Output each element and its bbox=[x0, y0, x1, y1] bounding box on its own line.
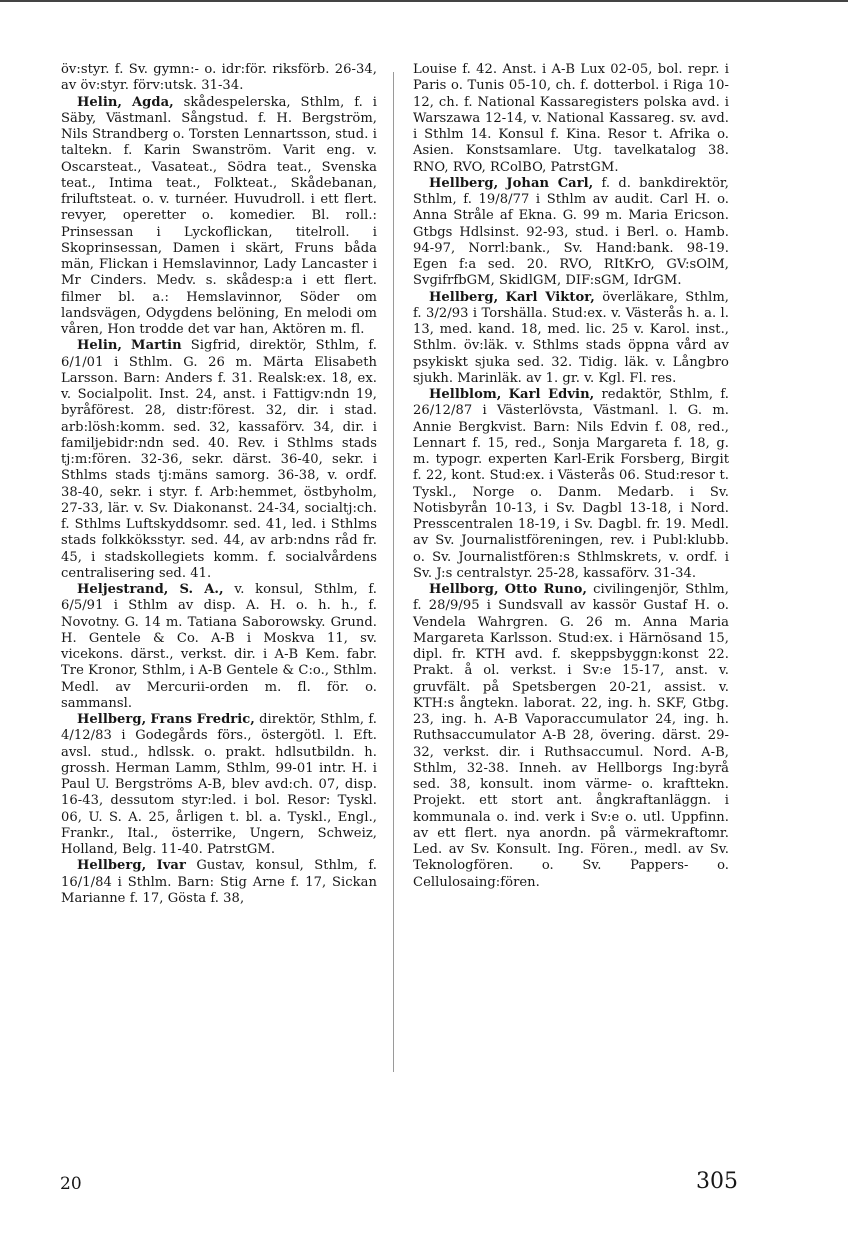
biography-entry bbox=[61, 95, 377, 339]
entry-given-name: Ivar bbox=[156, 858, 186, 874]
entry-text: Louise f. 42. Anst. i A-B Lux 02-05, bol. repr. i Paris o. Tunis 05-10, ch. f. dotterbol. i Riga 10-12, ch. f. National Kassaregisters polska avd. i Warszawa 12-14, v. National Kassareg. sv. avd. i Sthlm 14. Konsul f. Kina. Resor t. Afrika o. Asien. Konstsamlare. Utg. tavelkatalog 38. RNO, RVO, RColBO, PatrstGM. bbox=[413, 62, 729, 175]
entry-given-name: Otto Runo, bbox=[504, 582, 588, 597]
left-column bbox=[61, 62, 377, 907]
entry-continuation bbox=[413, 62, 729, 176]
biography-entry bbox=[413, 176, 729, 290]
biography-entry bbox=[61, 338, 377, 582]
entry-surname: Heljestrand, S. A., bbox=[77, 582, 224, 597]
column-divider bbox=[393, 72, 394, 1072]
biography-entry bbox=[413, 290, 729, 388]
biography-entry bbox=[61, 712, 377, 858]
entry-text: öv:styr. f. Sv. gymn:- o. idr:för. riksförb. 26-34, av öv:styr. förv:utsk. 31-34. bbox=[61, 62, 377, 94]
entry-given-name: Martin bbox=[131, 338, 182, 354]
entry-surname: Hellborg, bbox=[429, 582, 499, 597]
entry-text: f. d. bankdirektör, Sthlm, f. 19/8/77 i Sthlm av audit. Carl H. o. Anna Stråle af Ekna. G. 99 m. Maria Ericson. Gtbgs Hdlsinst. 92-93, stud. i Berl. o. Hamb. 94-97, Norrl:bank., Sv. Hand:bank. 98-19. Egen f:a sed. 20. RVO, RItKrO, GV:sOlM, SvgifrfbGM, SkidlGM, DIF:sGM, IdrGM. bbox=[413, 175, 730, 289]
entry-text: överläkare, Sthlm, f. 3/2/93 i Torshälla. Stud:ex. v. Västerås h. a. l. 13, med. kand. 18, med. lic. 25 v. Karol. inst., Sthlm. öv:läk. v. Sthlms stads öppna vård av psykiskt sjuka sed. 32. Tidig. läk. v. Långbro sjukh. Marinläk. av 1. gr. v. Kgl. Fl. res. bbox=[413, 289, 730, 386]
entry-surname: Hellberg, bbox=[77, 712, 147, 727]
page-number: 305 bbox=[696, 1169, 738, 1194]
entry-given-name: Karl Edvin, bbox=[508, 387, 595, 402]
entry-text: direktör, Sthlm, f. 4/12/83 i Godegårds förs., östergötl. l. Eft. avsl. stud., hdlssk. o. prakt. hdlsutbildn. h. grossh. Herman Lamm, Sthlm, 99-01 intr. H. i Paul U. Bergströms A-B, blev avd:ch. 07, disp. 16-43, dessutom styr:led. i bol. Resor: Tyskl. 06, U. S. A. 25, årligen t. bl. a. Tyskl., Engl., Frankr., Ital., österrike, Ungern, Schweiz, Holland, Belg. 11-40. PatrstGM. bbox=[61, 712, 378, 857]
entry-surname: Helin, bbox=[77, 338, 123, 354]
entry-given-name: Karl Viktor, bbox=[505, 289, 595, 305]
entry-text: Gustav, konsul, Sthlm, f. 16/1/84 i Sthlm. Barn: Stig Arne f. 17, Sickan Marianne f. 17, Gösta f. 38, bbox=[61, 858, 377, 906]
entry-text: skådespelerska, Sthlm, f. i Säby, Västmanl. Sångstud. f. H. Bergström, Nils Strandberg o. Torsten Lennartsson, stud. i taltekn. f. Karin Swanström. Varit eng. v. Oscarsteat., Vasateat., Södra teat., Svenska teat., Intima teat., Folkteat., Skådebanan, friluftsteat. o. v. turnéer. Huvudroll. i ett flert. revyer, operetter o. komedier. Bl. roll.: Prinsessan i Lyckoflickan, titelroll. i Skoprinsessan, Damen i skärt, Fruns båda män, Flickan i Hemslavinnor, Lady Lancaster i Mr Cinders. Medv. s. skådesp:a i ett flert. filmer bl. a.: Hemslavinnor, Söder om landsvägen, Odygdens belöning, En melodi om våren, Hon trodde det var han, Aktören m. fl. bbox=[61, 94, 377, 337]
entry-given-name: Frans Fredric, bbox=[150, 712, 255, 727]
entry-text: Sigfrid, direktör, Sthlm, f. 6/1/01 i Sthlm. G. 26 m. Märta Elisabeth Larsson. Barn: Anders f. 31. Realsk:ex. 18, ex. v. Socialpolit. Inst. 24, anst. i Fattigv:ndn 19, byråförest. 28, distr:förest. 32, dir. i stad. arb:lösh:komm. sed. 32, kassaförv. 34, dir. i familjebidr:ndn sed. 40. Rev. i Sthlms stads tj:m:fören. 32-36, sekr. därst. 36-40, sekr. i Sthlms stads tj:mäns samorg. 36-38, v. ordf. 38-40, sekr. i styr. f. Arb:hemmet, östbyholm, 27-33, lär. v. Sv. Diakonanst. 24-34, socialtj:ch. f. Sthlms Luftskyddsomr. sed. 41, led. i Sthlms stads folkköksstyr. sed. 44, av arb:ndns råd fr. 45, i stadskollegiets komm. f. socialvårdens centralisering sed. 41. bbox=[61, 338, 377, 581]
entry-surname: Hellberg, bbox=[77, 858, 147, 874]
biography-entry bbox=[61, 858, 377, 907]
entry-surname: Helin, bbox=[77, 94, 123, 110]
entry-surname: Hellberg, bbox=[429, 175, 499, 191]
entry-surname: Hellberg, bbox=[429, 289, 499, 305]
signature-number: 20 bbox=[60, 1174, 82, 1194]
right-column bbox=[413, 62, 729, 891]
entry-given-name: Agda, bbox=[131, 94, 174, 110]
entry-given-name: Johan Carl, bbox=[506, 175, 594, 191]
entry-text: redaktör, Sthlm, f. 26/12/87 i Västerlövsta, Västmanl. l. G. m. Annie Bergkvist. Barn: Nils Edvin f. 08, red., Lennart f. 15, red., Sonja Margareta f. 18, g. m. typogr. experten Karl-Erik Forsberg, Birgit f. 22, kont. Stud:ex. i Västerås 06. Stud:resor t. Tyskl., Norge o. Danm. Medarb. i Sv. Notisbyrån 10-13, i Sv. Dagbl 13-18, i Nord. Presscentralen 18-19, i Sv. Dagbl. fr. 19. Medl. av Sv. Journalistföreningen, rev. i Publ:klubb. o. Sv. Journalistfören:s Sthlmskrets, v. ordf. i Sv. J:s centralstyr. 25-28, kassaförv. 31-34. bbox=[413, 387, 729, 581]
biography-entry bbox=[413, 582, 729, 891]
entry-text: v. konsul, Sthlm, f. 6/5/91 i Sthlm av disp. A. H. o. h. h., f. Novotny. G. 14 m. Tatiana Saborowsky. Grund. H. Gentele & Co. A-B i Moskva 11, sv. vicekons. därst., verkst. dir. i A-B Kem. fabr. Tre Kronor, Sthlm, i A-B Gentele & C:o., Sthlm. Medl. av Mercurii-orden m. fl. för. o. sammansl. bbox=[61, 582, 378, 711]
biography-entry bbox=[61, 582, 377, 712]
biography-entry bbox=[413, 387, 729, 582]
entry-continuation bbox=[61, 62, 377, 95]
entry-text: civilingenjör, Sthlm, f. 28/9/95 i Sundsvall av kassör Gustaf H. o. Vendela Wahrgren. G. 26 m. Anna Maria Margareta Karlsson. Stud:ex. i Härnösand 15, dipl. fr. KTH avd. f. skeppsbyggn:konst 22. Prakt. å ol. verkst. i Sv:e 15-17, anst. v. gruvfält. på Spetsbergen 20-21, assist. v. KTH:s ångtekn. laborat. 22, ing. h. SKF, Gtbg. 23, ing. h. A-B Vaporaccumulator 24, ing. h. Ruthsaccumulator A-B 28, övering. därst. 29-32, verkst. dir. i Ruthsaccumul. Nord. A-B, Sthlm, 32-38. Inneh. av Hellborgs Ing:byrå sed. 38, konsult. inom värme- o. krafttekn. Projekt. ett stort ant. ångkraftanläggn. i kommunala o. ind. verk i Sv:e o. utl. Uppfinn. av ett flert. nya anordn. på värmekraftomr. Led. av Sv. Konsult. Ing. Fören., medl. av Sv. Teknologfören. o. Sv. Pappers- o. Cellulosaing:fören. bbox=[413, 582, 729, 890]
entry-surname: Hellblom, bbox=[429, 387, 502, 402]
